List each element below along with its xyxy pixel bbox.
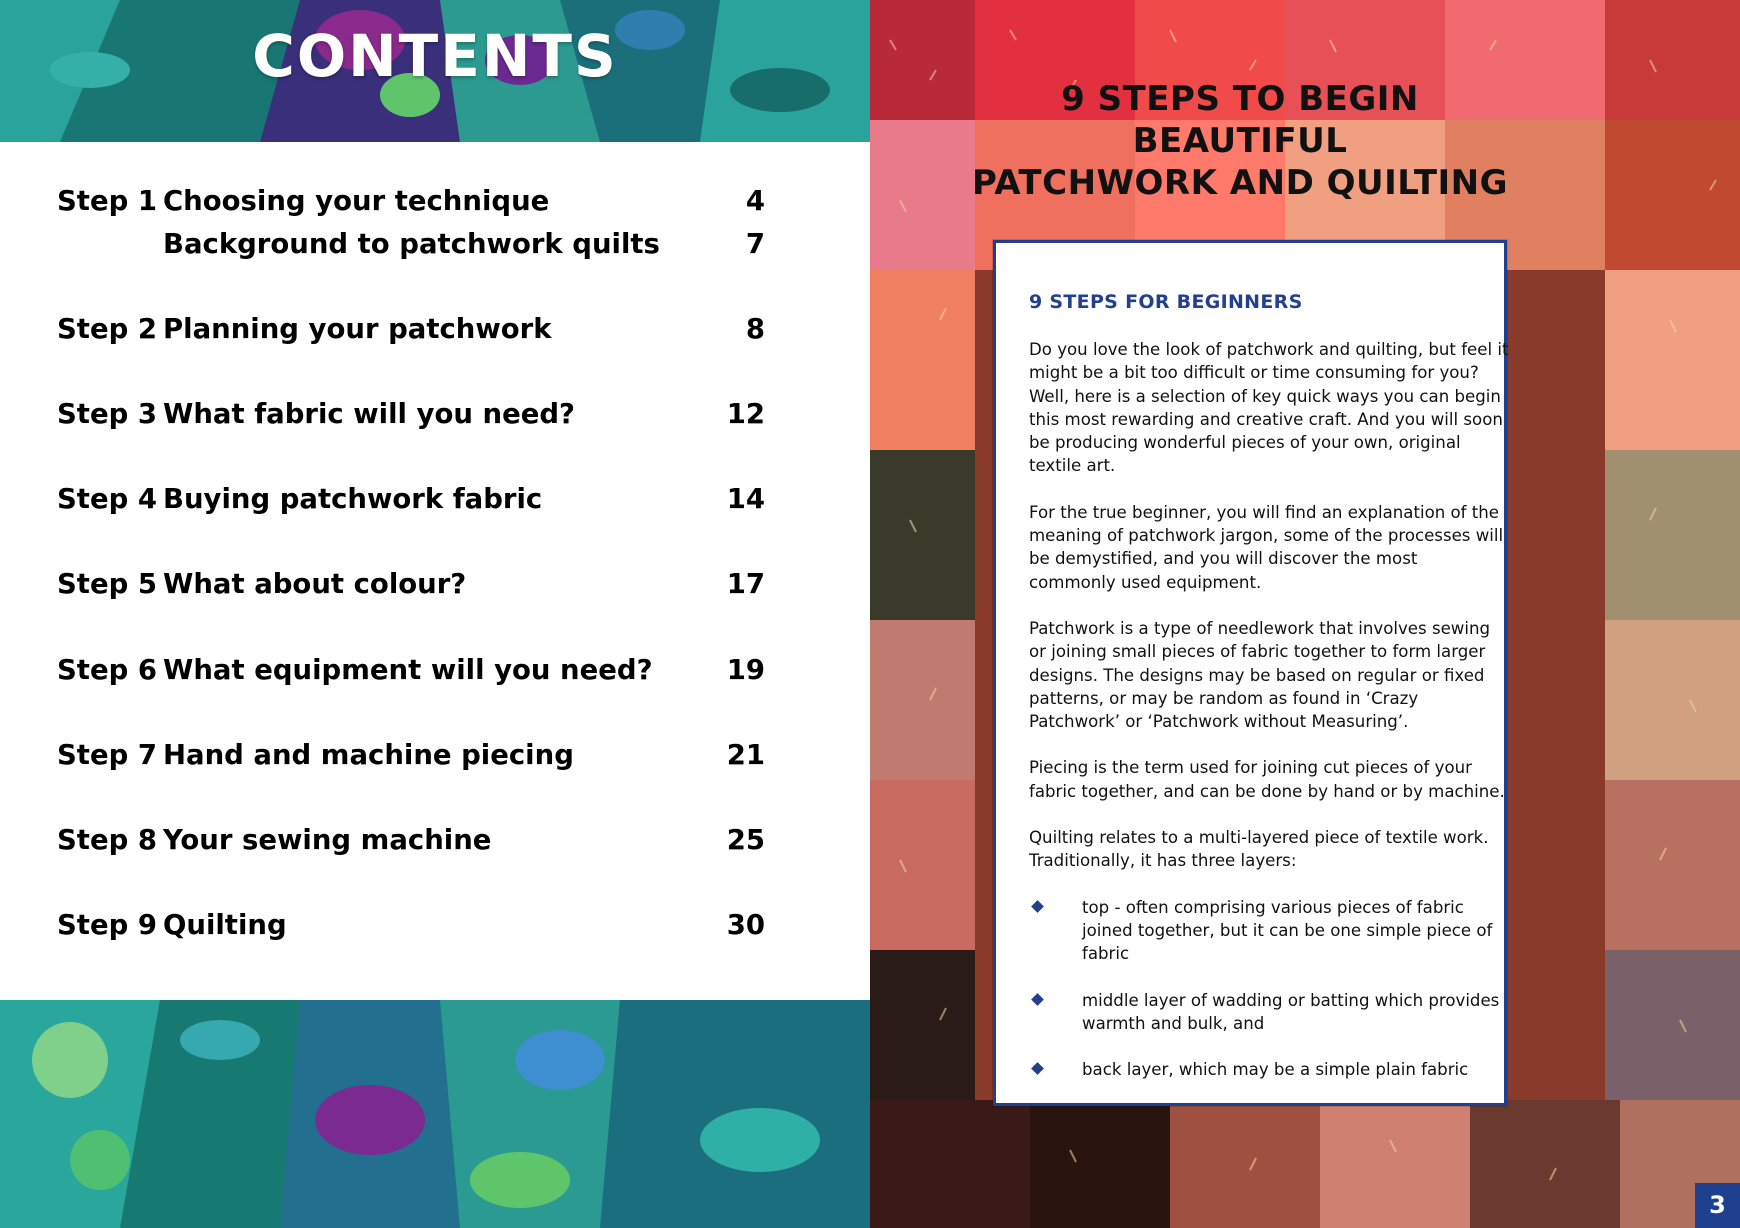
beginners-info-box [993,240,1507,1106]
toc-page-number: 21 [726,739,765,771]
toc-entry-title: Buying patchwork fabric [163,483,543,515]
toc-step-label: Step 4 [57,483,157,515]
toc-entry-title: What about colour? [163,568,467,600]
toc-entry-title: Quilting [163,909,287,941]
diamond-bullet-icon [1031,993,1044,1006]
table-of-contents [0,142,870,1000]
toc-entry-title: What fabric will you need? [163,398,576,430]
contents-title: CONTENTS [252,22,618,90]
toc-step-label: Step 6 [57,654,157,686]
paragraph-quilting: Quilting relates to a multi-layered piece of textile work. Traditionally, it has three layers: [1029,828,1489,871]
page-number: 3 [1695,1183,1740,1228]
toc-page-number: 4 [745,185,765,217]
toc-entry-title: What equipment will you need? [163,654,653,686]
toc-entry-title: Background to patchwork quilts [163,228,660,260]
toc-page-number: 14 [726,483,765,515]
toc-page-number: 19 [726,654,765,686]
bullet-item-top [1029,896,1509,966]
toc-step-label: Step 5 [57,568,157,600]
info-box-heading: 9 STEPS FOR BEGINNERS [1029,291,1303,313]
toc-page-number: 7 [745,228,765,260]
paragraph-beginner: For the true beginner, you will find an explanation of the meaning of patchwork jargon, some of the processes will be demystified, and you will discover the most commonly used equipment. [1029,502,1504,592]
paragraph-intro: Do you love the look of patchwork and quilting, but feel it might be a bit too difficult or time consuming for you? Well, here is a selection of key quick ways you can begin this most rewarding and creative craft. And you will soon be producing wonderful pieces of your own, original textile art. [1029,340,1509,476]
toc-entry-title: Choosing your technique [163,185,550,217]
toc-page-number: 30 [726,909,765,941]
diamond-bullet-icon [1031,1062,1044,1075]
bullet-item-middle [1029,989,1509,1036]
right-page [870,0,1740,1228]
toc-step-label: Step 7 [57,739,157,771]
bullet-text: middle layer of wadding or batting which provides warmth and bulk, and [1082,990,1500,1033]
bullet-text: top - often comprising various pieces of fabric joined together, but it can be one simple piece of fabric [1082,897,1493,964]
page-headline [970,78,1510,204]
toc-entry-title: Hand and machine piecing [163,739,574,771]
toc-step-label: Step 9 [57,909,157,941]
bullet-item-back [1029,1058,1509,1081]
toc-entry-title: Your sewing machine [163,824,492,856]
paragraph-patchwork: Patchwork is a type of needlework that involves sewing or joining small pieces of fabric together to form larger designs. The designs may be based on regular or fixed patterns, or may be random as found in ‘Crazy Patchwork’ or ‘Patchwork without Measuring’. [1029,618,1491,732]
toc-step-label: Step 3 [57,398,157,430]
toc-step-label: Step 2 [57,313,157,345]
fabric-pattern-bottom [0,1000,870,1228]
info-box-body [1029,338,1509,1104]
bullet-text: back layer, which may be a simple plain fabric [1082,1060,1469,1080]
headline-line-2: PATCHWORK AND QUILTING [971,163,1509,203]
toc-step-label: Step 8 [57,824,157,856]
toc-step-label: Step 1 [57,185,157,217]
diamond-bullet-icon [1031,900,1044,913]
toc-page-number: 8 [745,313,765,345]
toc-page-number: 25 [726,824,765,856]
headline-line-1: 9 STEPS TO BEGIN BEAUTIFUL [1061,79,1419,161]
toc-entry-title: Planning your patchwork [163,313,552,345]
toc-page-number: 17 [726,568,765,600]
toc-page-number: 12 [726,398,765,430]
paragraph-piecing: Piecing is the term used for joining cut pieces of your fabric together, and can be done by hand or by machine. [1029,758,1505,801]
